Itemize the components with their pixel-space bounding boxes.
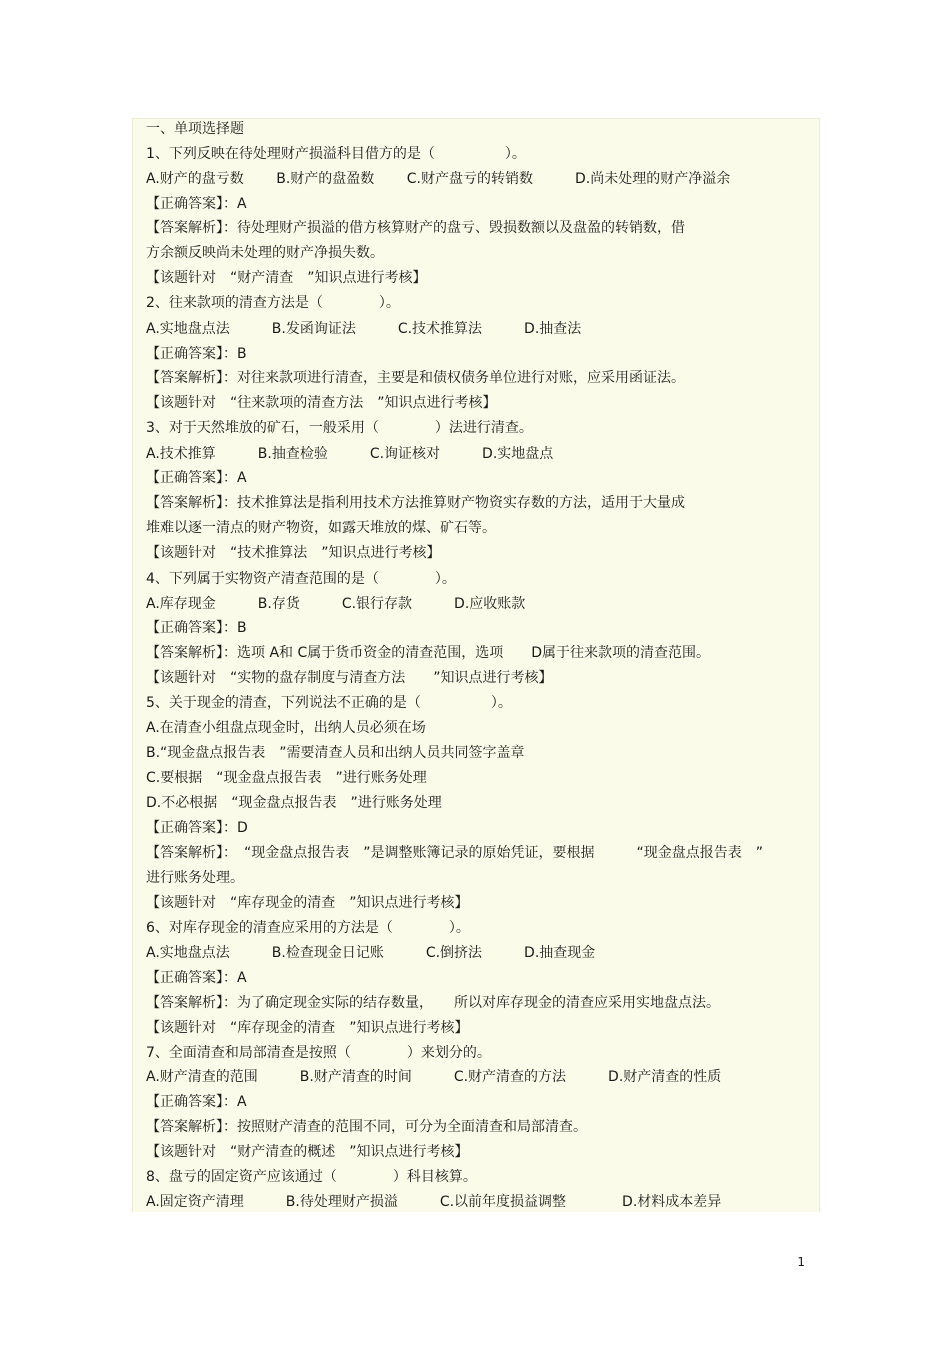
- text-line: 3、对于天然堆放的矿石，一般采用（ ）法进行清查。: [146, 420, 533, 436]
- text-line: 方余额反映尚未处理的财产净损失数。: [146, 245, 384, 261]
- text-line: A.财产清查的范围 B.财产清查的时间 C.财产清查的方法 D.财产清查的性质: [146, 1069, 722, 1085]
- text-line: 【正确答案】：A: [146, 470, 247, 486]
- text-line: 【正确答案】：A: [146, 970, 247, 986]
- text-line: 【正确答案】：A: [146, 1094, 247, 1110]
- text-line: 【该题针对 “库存现金的清查 ”知识点进行考核】: [146, 895, 469, 911]
- text-line: 【答案解析】：按照财产清查的范围不同，可分为全面清查和局部清查。: [146, 1119, 587, 1135]
- text-line: A.技术推算 B.抽查检验 C.询证核对 D.实地盘点: [146, 446, 554, 462]
- text-line: 【答案解析】：对往来款项进行清查，主要是和债权债务单位进行对账，应采用函证法。: [146, 370, 685, 386]
- text-line: 【答案解析】：技术推算法是指利用技术方法推算财产物资实存数的方法，适用于大量成: [146, 495, 685, 511]
- page-number: 1: [797, 1255, 805, 1269]
- text-line: 【答案解析】： “现金盘点报告表 ”是调整账簿记录的原始凭证，要根据 “现金盘点报告表 ”: [146, 845, 764, 861]
- text-line: 【该题针对 “财产清查的概述 ”知识点进行考核】: [146, 1144, 469, 1160]
- text-line: 8、盘亏的固定资产应该通过（ ）科目核算。: [146, 1169, 477, 1185]
- text-line: 5、关于现金的清查，下列说法不正确的是（ ）。: [146, 695, 512, 711]
- text-line: 【该题针对 “往来款项的清查方法 ”知识点进行考核】: [146, 395, 497, 411]
- text-line: 进行账务处理。: [146, 870, 244, 886]
- text-line: A.固定资产清理 B.待处理财产损溢 C.以前年度损益调整 D.材料成本差异: [146, 1194, 722, 1210]
- text-line: A.库存现金 B.存货 C.银行存款 D.应收账款: [146, 596, 526, 612]
- text-line: 【该题针对 “技术推算法 ”知识点进行考核】: [146, 545, 441, 561]
- text-line: 一、单项选择题: [146, 121, 244, 137]
- text-line: 【答案解析】：为了确定现金实际的结存数量， 所以对库存现金的清查应采用实地盘点法。: [146, 995, 720, 1011]
- text-line: 【答案解析】：待处理财产损溢的借方核算财产的盘亏、毁损数额以及盘盈的转销数，借: [146, 220, 685, 236]
- text-line: 堆难以逐一清点的财产物资，如露天堆放的煤、矿石等。: [146, 520, 496, 536]
- text-line: 【正确答案】：B: [146, 346, 247, 362]
- text-line: 6、对库存现金的清查应采用的方法是（ ）。: [146, 920, 470, 936]
- text-line: 2、往来款项的清查方法是（ ）。: [146, 295, 400, 311]
- text-line: 【答案解析】：选项 A和 C属于货币资金的清查范围，选项 D属于往来款项的清查范围。: [146, 645, 711, 661]
- text-line: 【该题针对 “库存现金的清查 ”知识点进行考核】: [146, 1020, 469, 1036]
- text-line: 【该题针对 “实物的盘存制度与清查方法 ”知识点进行考核】: [146, 670, 553, 686]
- text-line: A.实地盘点法 B.检查现金日记账 C.倒挤法 D.抽查现金: [146, 945, 596, 961]
- text-line: 【正确答案】：D: [146, 820, 248, 836]
- text-line: 【该题针对 “财产清查 ”知识点进行考核】: [146, 270, 427, 286]
- text-line: A.财产的盘亏数 B.财产的盘盈数 C.财产盘亏的转销数 D.尚未处理的财产净溢余: [146, 171, 731, 187]
- text-line: 7、全面清查和局部清查是按照（ ）来划分的。: [146, 1045, 491, 1061]
- text-line: C.要根据 “现金盘点报告表 ”进行账务处理: [146, 770, 427, 786]
- text-line: 4、下列属于实物资产清查范围的是（ ）。: [146, 571, 456, 587]
- text-line: 【正确答案】：A: [146, 196, 247, 212]
- text-line: A.实地盘点法 B.发函询证法 C.技术推算法 D.抽查法: [146, 321, 582, 337]
- text-line: A.在清查小组盘点现金时，出纳人员必须在场: [146, 720, 426, 736]
- text-line: 【正确答案】：B: [146, 620, 247, 636]
- text-line: 1、下列反映在待处理财产损溢科目借方的是（ ）。: [146, 146, 526, 162]
- text-line: D.不必根据 “现金盘点报告表 ”进行账务处理: [146, 795, 442, 811]
- text-line: B.“现金盘点报告表 ”需要清查人员和出纳人员共同签字盖章: [146, 745, 525, 761]
